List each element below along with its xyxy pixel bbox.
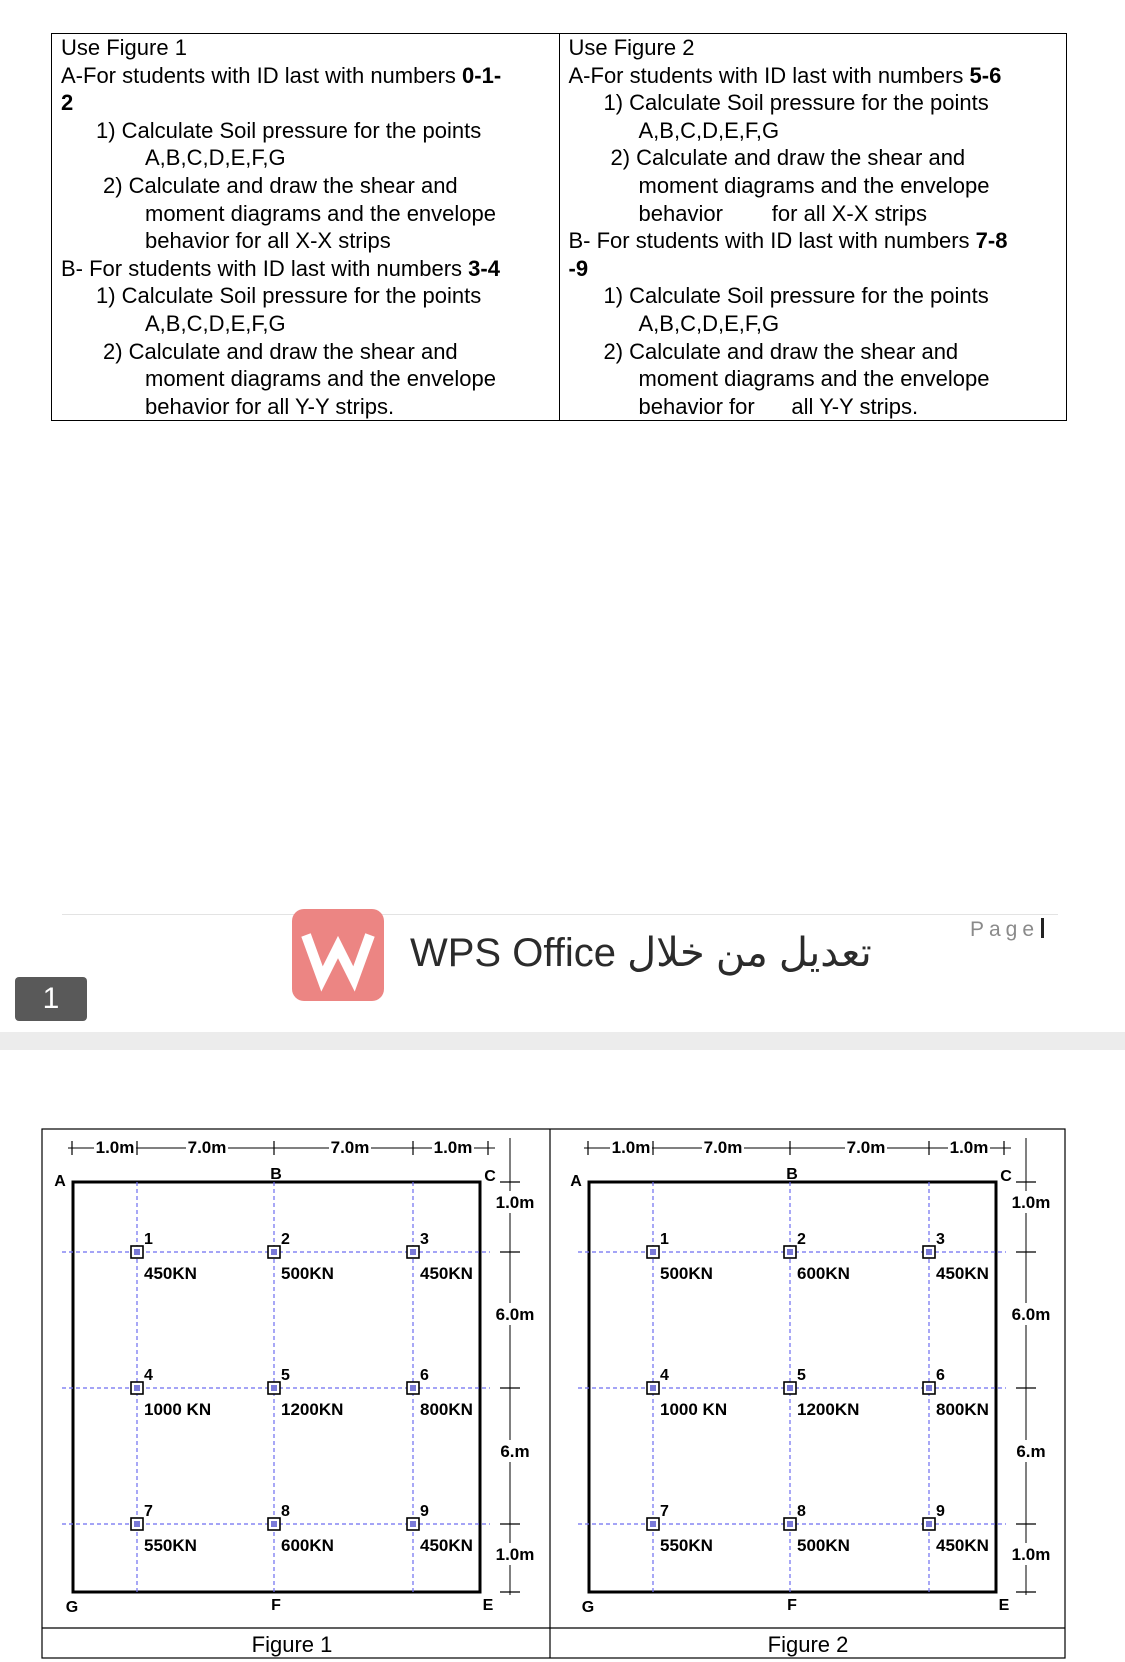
text-cursor [1041,918,1044,938]
right-a-text: A-For students with ID last with numbers [568,62,970,88]
point-label-G: G [581,1599,595,1616]
column-load: 500KN [660,1264,713,1283]
column-load: 1000 KN [660,1400,728,1419]
point-label-B: B [270,1166,282,1183]
side-dimension-label: 1.0m [495,1193,535,1212]
column-load: 450KN [420,1536,473,1555]
column-load: 800KN [420,1400,473,1419]
left-a-numbers-cont: 2 [61,90,74,116]
column-6-core [410,1385,416,1391]
column-number: 7 [144,1503,153,1520]
column-number: 1 [660,1231,669,1248]
column-3-core [926,1249,932,1255]
left-b-task-2-line3: behavior for all Y-Y strips. [145,393,395,419]
right-b-numbers-cont: -9 [568,255,589,281]
column-load: 1000 KN [144,1400,212,1419]
top-dimension-label: 7.0m [187,1138,227,1157]
column-3-core [410,1249,416,1255]
column-4-core [134,1385,140,1391]
right-a-task-2-line2: moment diagrams and the envelope [638,172,990,198]
left-a-text: A-For students with ID last with numbers [61,62,463,88]
left-a-task-2-line2: moment diagrams and the envelope [145,200,496,226]
column-5-core [787,1385,793,1391]
column-load: 1200KN [797,1400,860,1419]
column-load: 550KN [660,1536,713,1555]
column-8-core [271,1521,277,1527]
figure-1 [54,1138,538,1657]
point-label-F: F [271,1597,281,1614]
column-number: 7 [660,1503,669,1520]
column-8-core [787,1521,793,1527]
column-load: 500KN [281,1264,334,1283]
page-number-badge[interactable]: 1 [15,977,87,1021]
column-6-core [926,1385,932,1391]
right-b-task-1-points: A,B,C,D,E,F,G [638,310,780,336]
side-dimension-label: 1.0m [1011,1545,1051,1564]
right-a-task-2-line3: behavior for all X-X strips [638,200,928,226]
right-a-task-1-points: A,B,C,D,E,F,G [638,117,780,143]
right-b-numbers: 7-8 [975,228,1008,254]
right-header: Use Figure 2 [568,35,695,60]
column-number: 9 [936,1503,945,1520]
point-label-F: F [787,1597,797,1614]
column-9-core [926,1521,932,1527]
column-load: 450KN [420,1264,473,1283]
left-a-task-1-points: A,B,C,D,E,F,G [145,145,286,171]
column-load: 450KN [936,1264,989,1283]
column-7-core [134,1521,140,1527]
column-7-core [650,1521,656,1527]
point-label-E: E [998,1597,1010,1614]
right-b-task-1: 1) Calculate Soil pressure for the points [603,283,989,309]
point-label-B: B [786,1166,798,1183]
left-b-task-1: 1) Calculate Soil pressure for the points [96,283,482,309]
wps-brand-text: WPS Office تعديل من خلال [410,931,872,975]
left-a-cont [61,89,550,117]
left-a-task-1: 1) Calculate Soil pressure for the points [96,117,482,143]
column-number: 3 [936,1231,945,1248]
right-a-task-2: 2) Calculate and draw the shear and [610,145,966,171]
column-load: 600KN [281,1536,334,1555]
top-dimension-label: 1.0m [433,1138,473,1157]
column-load: 550KN [144,1536,197,1555]
side-dimension-label: 6.0m [495,1305,535,1324]
left-a-numbers: 0-1- [462,62,502,88]
column-number: 4 [144,1367,153,1384]
column-number: 8 [797,1503,806,1520]
side-dimension-label: 1.0m [1011,1193,1051,1212]
left-a-task-2-line3: behavior for all X-X strips [145,228,391,254]
column-2-core [787,1249,793,1255]
column-load: 800KN [936,1400,989,1419]
top-dimension-label: 1.0m [611,1138,651,1157]
right-a-numbers: 5-6 [969,62,1002,88]
top-dimension-label: 1.0m [95,1138,135,1157]
right-b-task-2-line3: behavior for all Y-Y strips. [638,393,919,419]
side-dimension-label: 6.m [500,1442,530,1461]
figure-caption: Figure 1 [251,1632,333,1657]
top-dimension-label: 7.0m [703,1138,743,1157]
column-number: 5 [797,1367,806,1384]
column-number: 5 [281,1367,290,1384]
column-load: 450KN [936,1536,989,1555]
right-b-task-2-line2: moment diagrams and the envelope [638,366,990,392]
column-number: 6 [420,1367,429,1384]
column-number: 4 [660,1367,669,1384]
left-b-text: B- For students with ID last with numbers [61,255,469,281]
right-b-task-2: 2) Calculate and draw the shear and [603,338,959,364]
side-dimension-label: 6.m [1016,1442,1046,1461]
column-load: 450KN [144,1264,197,1283]
column-number: 8 [281,1503,290,1520]
point-label-A: A [570,1173,582,1190]
right-b-text: B- For students with ID last with numbers [568,228,976,254]
top-dimension-label: 1.0m [949,1138,989,1157]
point-label-G: G [65,1599,79,1616]
figure-2 [570,1138,1054,1657]
column-number: 2 [797,1231,806,1248]
column-number: 3 [420,1231,429,1248]
page-label [970,918,1044,942]
point-label-C: C [1000,1168,1012,1185]
right-b-cont [569,255,1058,283]
figures-outer-frame [42,1129,1065,1658]
assignment-table [51,33,1067,421]
left-group-b [61,255,550,283]
column-number: 9 [420,1503,429,1520]
left-group-a [61,62,550,90]
side-dimension-label: 6.0m [1011,1305,1051,1324]
left-b-task-2-line2: moment diagrams and the envelope [145,366,496,392]
column-load: 1200KN [281,1400,344,1419]
figure-caption: Figure 2 [767,1632,849,1657]
column-number: 2 [281,1231,290,1248]
point-label-E: E [482,1597,494,1614]
point-label-C: C [484,1168,496,1185]
top-dimension-label: 7.0m [330,1138,370,1157]
figure-1-instructions [52,34,560,421]
column-1-core [134,1249,140,1255]
column-4-core [650,1385,656,1391]
column-number: 1 [144,1231,153,1248]
point-label-A: A [54,1173,66,1190]
column-1-core [650,1249,656,1255]
right-a-task-1: 1) Calculate Soil pressure for the points [603,90,989,116]
page-word: Page [970,918,1040,941]
left-a-task-2: 2) Calculate and draw the shear and [103,172,458,198]
left-b-task-1-points: A,B,C,D,E,F,G [145,310,286,336]
footer-divider [62,914,1058,915]
right-group-b [569,227,1058,255]
left-header: Use Figure 1 [61,35,187,60]
top-dimension-label: 7.0m [846,1138,886,1157]
column-number: 6 [936,1367,945,1384]
wps-w-icon [292,909,384,1001]
column-9-core [410,1521,416,1527]
column-load: 500KN [797,1536,850,1555]
wps-logo-icon [292,909,384,1001]
column-load: 600KN [797,1264,850,1283]
column-5-core [271,1385,277,1391]
left-b-task-2: 2) Calculate and draw the shear and [103,338,458,364]
column-2-core [271,1249,277,1255]
left-b-numbers: 3-4 [468,255,500,281]
figures-panel [0,1050,1125,1662]
right-group-a [569,62,1058,90]
side-dimension-label: 1.0m [495,1545,535,1564]
figure-2-instructions [559,34,1067,421]
